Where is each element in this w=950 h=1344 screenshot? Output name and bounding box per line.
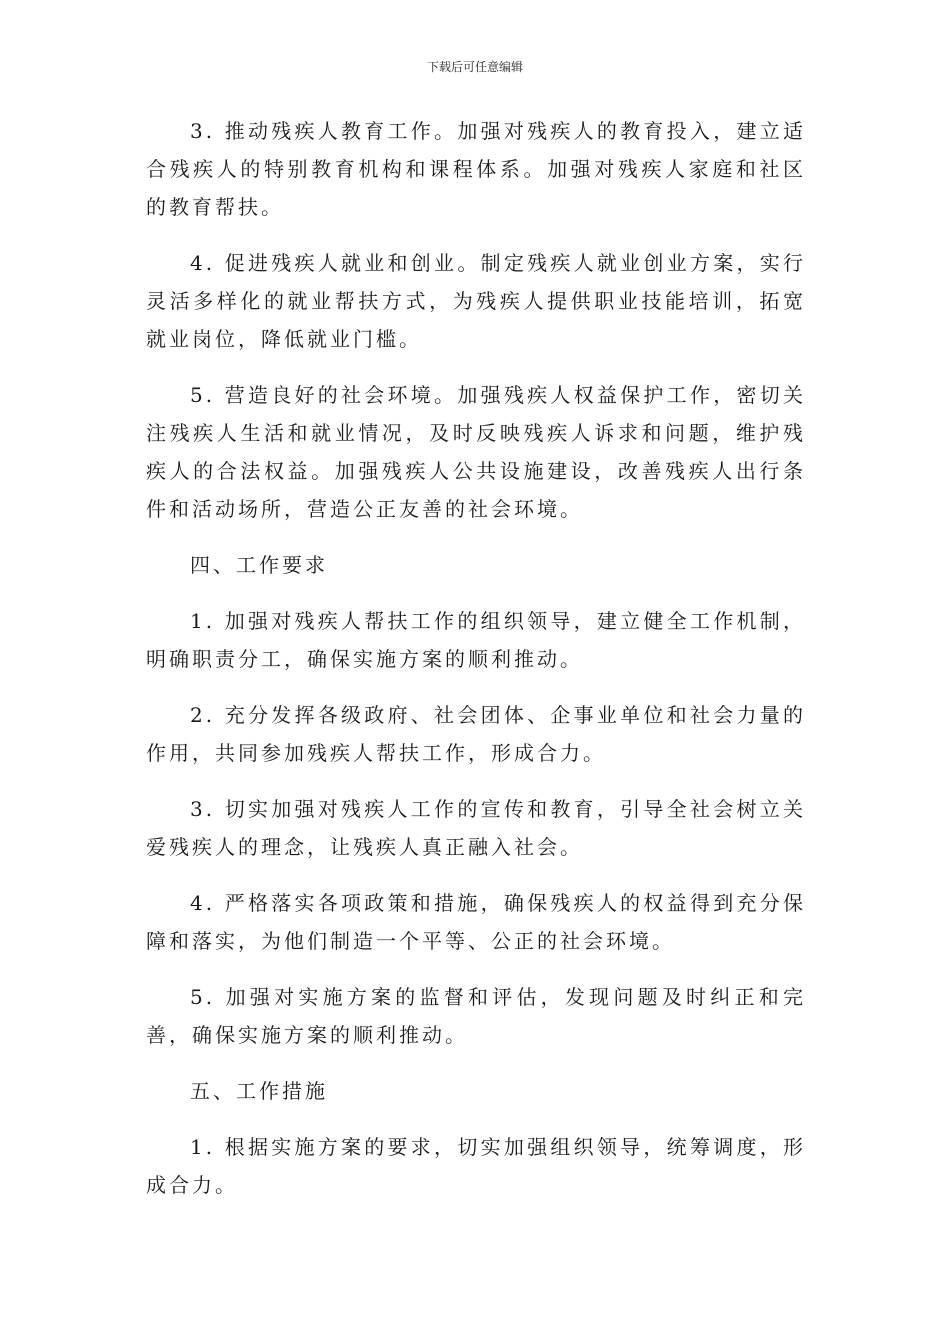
requirement-item-4: 4. 严格落实各项政策和措施，确保残疾人的权益得到充分保障和落实，为他们制造一个平等、公正的社会环境。 — [146, 891, 806, 953]
paragraph-social-environment: 5. 营造良好的社会环境。加强残疾人权益保护工作，密切关注残疾人生活和就业情况，及时反映残疾人诉求和问题，维护残疾人的合法权益。加强残疾人公共设施建设，改善残疾人出行条件和活动场所，营造公正友善的社会环境。 — [146, 383, 806, 521]
requirement-item-3: 3. 切实加强对残疾人工作的宣传和教育，引导全社会树立关爱残疾人的理念，让残疾人真正融入社会。 — [146, 797, 806, 859]
paragraph-employment: 4. 促进残疾人就业和创业。制定残疾人就业创业方案，实行灵活多样化的就业帮扶方式，为残疾人提供职业技能培训，拓宽就业岗位，降低就业门槛。 — [146, 251, 806, 351]
requirement-item-1: 1. 加强对残疾人帮扶工作的组织领导，建立健全工作机制，明确职责分工，确保实施方案的顺利推动。 — [146, 609, 806, 671]
section-heading-work-requirements: 四、工作要求 — [190, 553, 328, 577]
measure-item-1: 1. 根据实施方案的要求，切实加强组织领导，统筹调度，形成合力。 — [146, 1135, 806, 1197]
section-heading-work-measures: 五、工作措施 — [190, 1079, 328, 1103]
requirement-item-5: 5. 加强对实施方案的监督和评估，发现问题及时纠正和完善，确保实施方案的顺利推动。 — [146, 985, 806, 1047]
page-header: 下载后可任意编辑 — [426, 60, 523, 74]
requirement-item-2: 2. 充分发挥各级政府、社会团体、企事业单位和社会力量的作用，共同参加残疾人帮扶工作，形成合力。 — [146, 703, 806, 765]
paragraph-education: 3. 推动残疾人教育工作。加强对残疾人的教育投入，建立适合残疾人的特别教育机构和课程体系。加强对残疾人家庭和社区的教育帮扶。 — [146, 119, 806, 219]
document-body — [146, 112, 806, 1222]
